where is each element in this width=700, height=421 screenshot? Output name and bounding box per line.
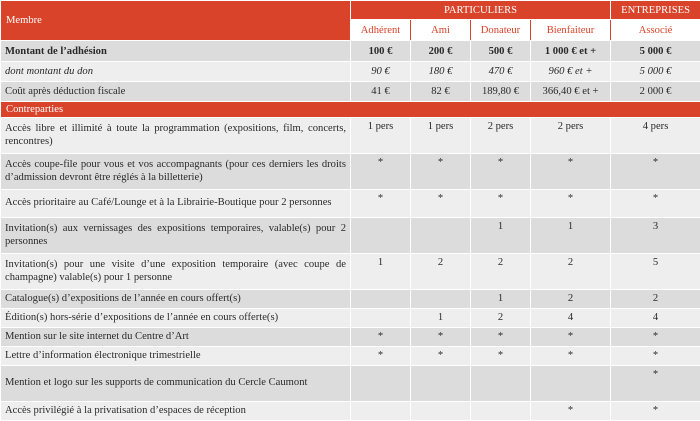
cell: *: [531, 328, 611, 347]
cell: *: [611, 190, 700, 218]
cell: [471, 402, 531, 421]
row-label: Catalogue(s) d’expositions de l’année en cours offert(s): [1, 290, 351, 309]
cell: *: [531, 402, 611, 421]
cell: 1: [471, 290, 531, 309]
cell: 366,40 € et +: [531, 82, 611, 102]
column-header: Ami: [411, 20, 471, 41]
row-label: Coût après déduction fiscale: [1, 82, 351, 102]
table-row: [1, 290, 700, 309]
cell: 1: [531, 218, 611, 254]
cell: 4 pers: [611, 118, 700, 154]
cell: [351, 402, 411, 421]
cell: [411, 366, 471, 402]
section-header: [1, 102, 700, 118]
cell: [471, 366, 531, 402]
row-label: Accès libre et illimité à toute la programmation (expositions, film, concerts, rencontres): [1, 118, 351, 154]
cell: 1: [471, 218, 531, 254]
cell: 1 pers: [411, 118, 471, 154]
cell: *: [471, 190, 531, 218]
row-label: dont montant du don: [1, 62, 351, 82]
cell: [351, 290, 411, 309]
cell: 1 pers: [351, 118, 411, 154]
cell: [411, 218, 471, 254]
cell: 960 € et +: [531, 62, 611, 82]
row-label: Lettre d’information électronique trimestrielle: [1, 347, 351, 366]
cell: *: [611, 366, 700, 402]
row-label: Accès coupe-file pour vous et vos accompagnants (pour ces derniers les droits d’admission devront être réglés à la billetterie): [1, 154, 351, 190]
cell: [411, 290, 471, 309]
row-label: Invitation(s) pour une visite d’une exposition temporaire (avec coupe de champagne) valable(s) pour 1 personne: [1, 254, 351, 290]
cell: 1: [411, 309, 471, 328]
table-row: [1, 41, 700, 62]
cell: 4: [611, 309, 700, 328]
cell: 500 €: [471, 41, 531, 62]
table-row: [1, 62, 700, 82]
cell: 5: [611, 254, 700, 290]
cell: 3: [611, 218, 700, 254]
table-row: [1, 366, 700, 402]
row-label: Montant de l’adhésion: [1, 41, 351, 62]
row-label: Édition(s) hors-série d’expositions de l’année en cours offerte(s): [1, 309, 351, 328]
table-row: [1, 82, 700, 102]
cell: *: [611, 328, 700, 347]
table-row: [1, 254, 700, 290]
cell: 5 000 €: [611, 62, 700, 82]
cell: 5 000 €: [611, 41, 700, 62]
cell: 2: [531, 254, 611, 290]
cell: 2: [471, 309, 531, 328]
table-row: [1, 218, 700, 254]
cell: 180 €: [411, 62, 471, 82]
cell: *: [611, 154, 700, 190]
column-header: Bienfaiteur: [531, 20, 611, 41]
section-title: Contreparties: [1, 102, 700, 118]
cell: *: [471, 328, 531, 347]
row-label: Mention sur le site internet du Centre d’Art: [1, 328, 351, 347]
cell: 200 €: [411, 41, 471, 62]
table-row: [1, 309, 700, 328]
cell: *: [411, 347, 471, 366]
table-row: [1, 347, 700, 366]
column-header: Adhérent: [351, 20, 411, 41]
cell: *: [531, 190, 611, 218]
row-label: Accès prioritaire au Café/Lounge et à la Librairie-Boutique pour 2 personnes: [1, 190, 351, 218]
header-membre: Membre: [1, 1, 351, 41]
table-row: [1, 154, 700, 190]
cell: 2 000 €: [611, 82, 700, 102]
cell: *: [351, 190, 411, 218]
table-row: [1, 402, 700, 421]
cell: *: [351, 347, 411, 366]
cell: *: [471, 154, 531, 190]
cell: 41 €: [351, 82, 411, 102]
cell: 2: [531, 290, 611, 309]
cell: *: [351, 154, 411, 190]
row-label: Accès privilégié à la privatisation d’espaces de réception: [1, 402, 351, 421]
cell: *: [471, 347, 531, 366]
row-label: Invitation(s) aux vernissages des expositions temporaires, valable(s) pour 2 personnes: [1, 218, 351, 254]
cell: *: [611, 347, 700, 366]
cell: 4: [531, 309, 611, 328]
cell: 2: [611, 290, 700, 309]
cell: 2 pers: [471, 118, 531, 154]
cell: *: [611, 402, 700, 421]
cell: *: [531, 347, 611, 366]
cell: *: [411, 328, 471, 347]
header-entreprises: ENTREPRISES: [611, 1, 700, 20]
cell: 2: [471, 254, 531, 290]
table-row: [1, 190, 700, 218]
column-header: Associé: [611, 20, 700, 41]
cell: [531, 366, 611, 402]
cell: *: [411, 190, 471, 218]
cell: *: [351, 328, 411, 347]
cell: *: [531, 154, 611, 190]
cell: 90 €: [351, 62, 411, 82]
table-row: [1, 328, 700, 347]
cell: [351, 309, 411, 328]
row-label: Mention et logo sur les supports de communication du Cercle Caumont: [1, 366, 351, 402]
cell: [351, 366, 411, 402]
table-row: [1, 118, 700, 154]
header-particuliers: PARTICULIERS: [351, 1, 611, 20]
cell: [351, 218, 411, 254]
cell: 100 €: [351, 41, 411, 62]
column-header: Donateur: [471, 20, 531, 41]
cell: [411, 402, 471, 421]
cell: 1: [351, 254, 411, 290]
cell: *: [411, 154, 471, 190]
cell: 82 €: [411, 82, 471, 102]
cell: 2 pers: [531, 118, 611, 154]
cell: 1 000 € et +: [531, 41, 611, 62]
cell: 189,80 €: [471, 82, 531, 102]
cell: 470 €: [471, 62, 531, 82]
cell: 2: [411, 254, 471, 290]
